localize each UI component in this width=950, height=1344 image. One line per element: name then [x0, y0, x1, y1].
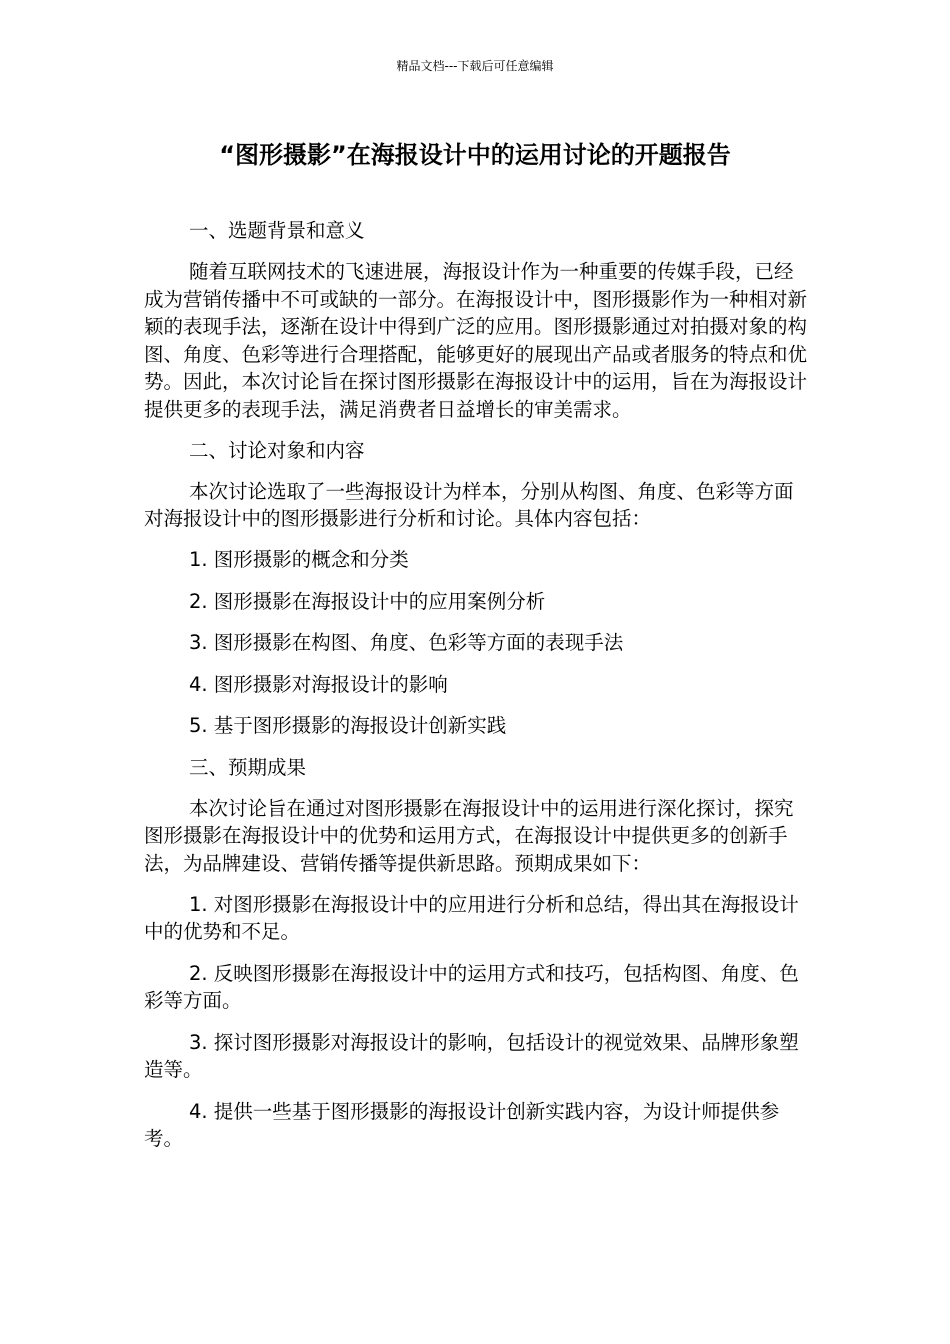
list-item: 4. 图形摄影对海报设计的影响: [189, 672, 448, 696]
list-item: 5. 基于图形摄影的海报设计创新实践: [189, 714, 507, 737]
header-note: 精品文档---下载后可任意编辑: [396, 59, 554, 73]
list-item: 1. 图形摄影的概念和分类: [189, 548, 409, 571]
list-item: 3. 图形摄影在构图、角度、色彩等方面的表现手法: [189, 631, 624, 654]
document-body: [144, 217, 809, 1167]
body-paragraph: 本次讨论选取了一些海报设计为样本，分别从构图、角度、色彩等方面对海报设计中的图形摄影进行分析和讨论。具体内容包括：: [144, 479, 794, 530]
section-heading: 三、预期成果: [189, 755, 307, 779]
document-title: “图形摄影”在海报设计中的运用讨论的开题报告: [219, 141, 731, 169]
list-item: 3. 探讨图形摄影对海报设计的影响，包括设计的视觉效果、品牌形象塑造等。: [144, 1030, 799, 1081]
section-heading: 二、讨论对象和内容: [189, 438, 365, 462]
list-item: 4. 提供一些基于图形摄影的海报设计创新实践内容，为设计师提供参考。: [144, 1099, 780, 1150]
body-paragraph: 本次讨论旨在通过对图形摄影在海报设计中的运用进行深化探讨，探究图形摄影在海报设计中的优势和运用方式，在海报设计中提供更多的创新手法，为品牌建设、营销传播等提供新思路。预期成果如下：: [144, 796, 794, 875]
list-item: 2. 图形摄影在海报设计中的应用案例分析: [189, 589, 546, 613]
list-item: 2. 反映图形摄影在海报设计中的运用方式和技巧，包括构图、角度、色彩等方面。: [144, 961, 799, 1012]
list-item: 1. 对图形摄影在海报设计中的应用进行分析和总结，得出其在海报设计中的优势和不足。: [144, 892, 799, 943]
body-paragraph: 随着互联网技术的飞速进展，海报设计作为一种重要的传媒手段，已经成为营销传播中不可或缺的一部分。在海报设计中，图形摄影作为一种相对新颖的表现手法，逐渐在设计中得到广泛的应用。图形摄影通过对拍摄对象的构图、角度、色彩等进行合理搭配，能够更好的展现出产品或者服务的特点和优势。因此，本次讨论旨在探讨图形摄影在海报设计中的运用，旨在为海报设计提供更多的表现手法，满足消费者日益增长的审美需求。: [144, 260, 808, 421]
section-heading: 一、选题背景和意义: [189, 219, 365, 242]
